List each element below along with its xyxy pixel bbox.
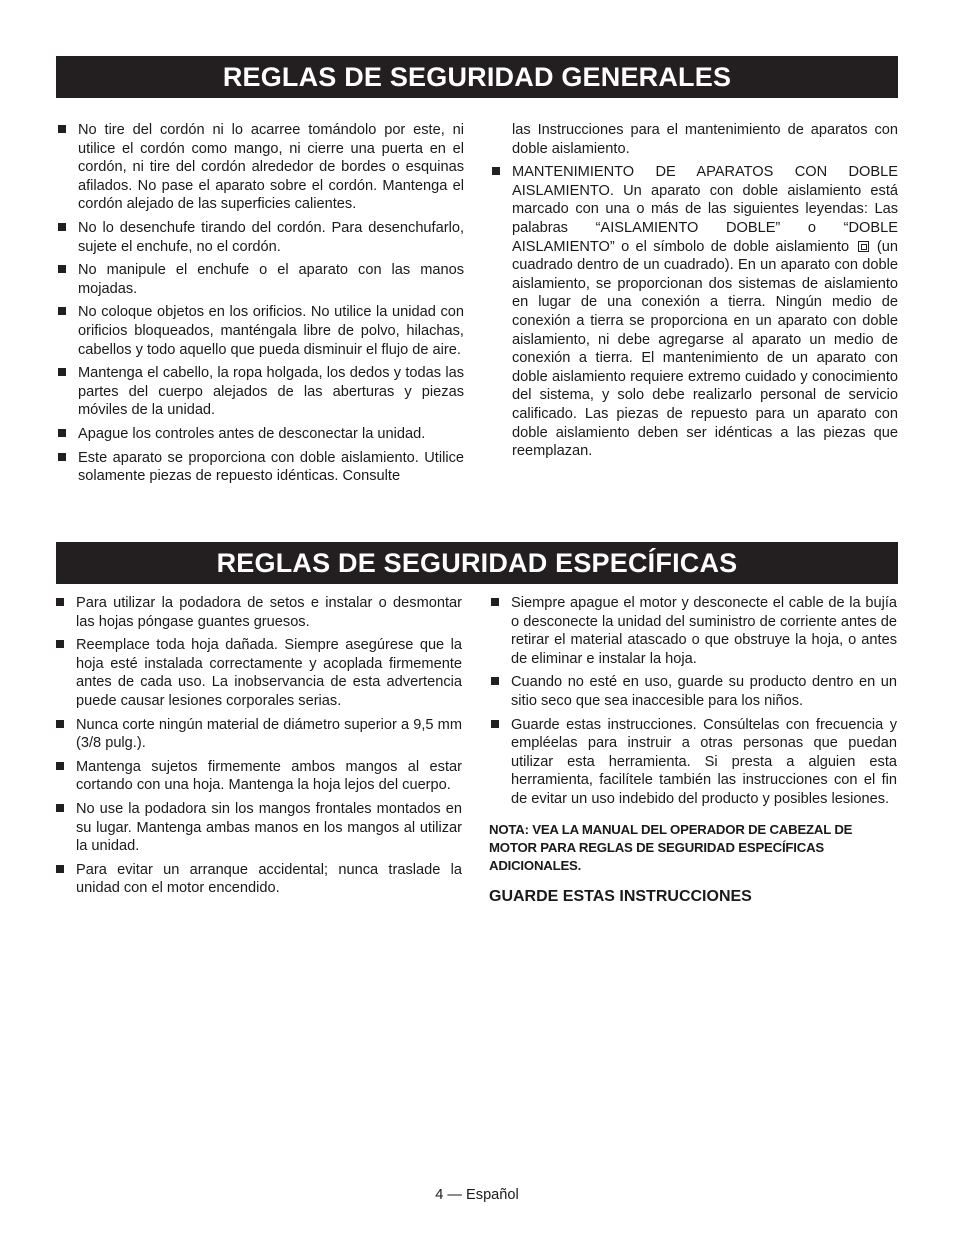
square-bullet-icon	[58, 265, 66, 273]
list-item: Apague los controles antes de desconectar la unidad.	[56, 425, 464, 444]
square-bullet-icon	[58, 368, 66, 376]
list-item: No manipule el enchufe o el aparato con las manos mojadas.	[56, 261, 464, 298]
specific-rules-heading: REGLAS DE SEGURIDAD ESPECÍFICAS	[56, 542, 898, 584]
square-bullet-icon	[56, 640, 64, 648]
square-bullet-icon	[58, 223, 66, 231]
page-footer: 4 — Español	[435, 1187, 519, 1203]
specific-rules-left-column	[54, 594, 462, 903]
note-text: NOTA: VEA LA MANUAL DEL OPERADOR DE CABEZAL DE MOTOR PARA REGLAS DE SEGURIDAD ESPECÍFICAS ADICIONALES.	[489, 821, 853, 874]
general-rules-heading: REGLAS DE SEGURIDAD GENERALES	[56, 56, 898, 98]
square-bullet-icon	[58, 429, 66, 437]
square-bullet-icon	[491, 720, 499, 728]
continued-text: las Instrucciones para el mantenimiento de aparatos con doble aislamiento.	[512, 122, 898, 157]
general-rules-right-column	[490, 121, 898, 466]
square-bullet-icon	[491, 677, 499, 685]
double-insulation-icon	[858, 241, 869, 252]
list-item: No lo desenchufe tirando del cordón. Para desenchufarlo, sujete el enchufe, no el cordón.	[56, 219, 464, 256]
square-bullet-icon	[491, 598, 499, 606]
list-item: No tire del cordón ni lo acarree tomándolo por este, ni utilice el cordón como mango, ni cierre una puerta en el cordón, ni tire del cordón alrededor de bordes o esquinas afilados. No pase el aparato sobre el cordón. Mantenga el cordón alejado de las superficies calientes.	[56, 121, 464, 214]
square-bullet-icon	[492, 167, 500, 175]
list-item: MANTENIMIENTO DE APARATOS CON DOBLE AISLAMIENTO. Un aparato con doble aislamiento está marcado con una o más de las siguientes leyendas: Las palabras “AISLAMIENTO DOBLE” o “DOBLE AISLAMIENTO” o el símbolo de doble aislamiento (un cuadrado dentro de un cuadrado). En un aparato con doble aislamiento, se proporcionan dos sistemas de aislamiento en lugar de una conexión a tierra. Ningún medio de conexión a tierra se proporciona en un aparato con doble aislamiento, ni debe agregarse al aparato un medio de conexión a tierra. El mantenimiento de un aparato con doble aislamiento requiere extremo cuidado y conocimiento del sistema, y solo debe realizarlo personal de servicio calificado. Las piezas de repuesto para un aparato con doble aislamiento deben ser idénticas a las piezas que reemplazan.	[490, 163, 898, 461]
list-item: No coloque objetos en los orificios. No utilice la unidad con orificios bloqueados, manténgala libre de polvo, hilachas, cabellos y todo aquello que pueda disminuir el flujo de aire.	[56, 303, 464, 359]
list-item: Mantenga sujetos firmemente ambos mangos al estar cortando con una hoja. Mantenga la hoja lejos del cuerpo.	[54, 758, 462, 795]
list-item: Siempre apague el motor y desconecte el cable de la bujía o desconecte la unidad del suministro de corriente antes de retirar el material atascado o que obstruye la hoja, o antes de eliminar e instalar la hoja.	[489, 594, 897, 668]
square-bullet-icon	[56, 804, 64, 812]
square-bullet-icon	[56, 762, 64, 770]
list-item: No use la podadora sin los mangos frontales montados en su lugar. Mantenga ambas manos en los mangos al utilizar la unidad.	[54, 800, 462, 856]
list-item: Guarde estas instrucciones. Consúltelas con frecuencia y empléelas para instruir a otras personas que puedan utilizar esta herramienta. Si presta a alguien esta herramienta, facilítele también las instrucciones con el fin de evitar un uso indebido del producto y posibles lesiones.	[489, 716, 897, 809]
save-instructions-heading: GUARDE ESTAS INSTRUCCIONES	[489, 887, 752, 905]
list-item: Para evitar un arranque accidental; nunca traslade la unidad con el motor encendido.	[54, 861, 462, 898]
square-bullet-icon	[58, 125, 66, 133]
square-bullet-icon	[56, 598, 64, 606]
square-bullet-icon	[56, 865, 64, 873]
square-bullet-icon	[56, 720, 64, 728]
specific-rules-right-column	[489, 594, 897, 906]
list-item: Para utilizar la podadora de setos e instalar o desmontar las hojas póngase guantes gruesos.	[54, 594, 462, 631]
list-item: Nunca corte ningún material de diámetro superior a 9,5 mm (3/8 pulg.).	[54, 716, 462, 753]
list-item: Reemplace toda hoja dañada. Siempre asegúrese que la hoja esté instalada correctamente y acoplada firmemente antes de cada uso. La inobservancia de esta advertencia puede causar lesiones corporales serias.	[54, 636, 462, 710]
square-bullet-icon	[58, 307, 66, 315]
list-item: Este aparato se proporciona con doble aislamiento. Utilice solamente piezas de repuesto idénticas. Consulte	[56, 449, 464, 486]
list-item: Mantenga el cabello, la ropa holgada, los dedos y todas las partes del cuerpo alejados de las aberturas y piezas móviles de la unidad.	[56, 364, 464, 420]
square-bullet-icon	[58, 453, 66, 461]
list-item: Cuando no esté en uso, guarde su producto dentro en un sitio seco que sea inaccesible para los niños.	[489, 673, 897, 710]
general-rules-left-column	[56, 121, 464, 491]
